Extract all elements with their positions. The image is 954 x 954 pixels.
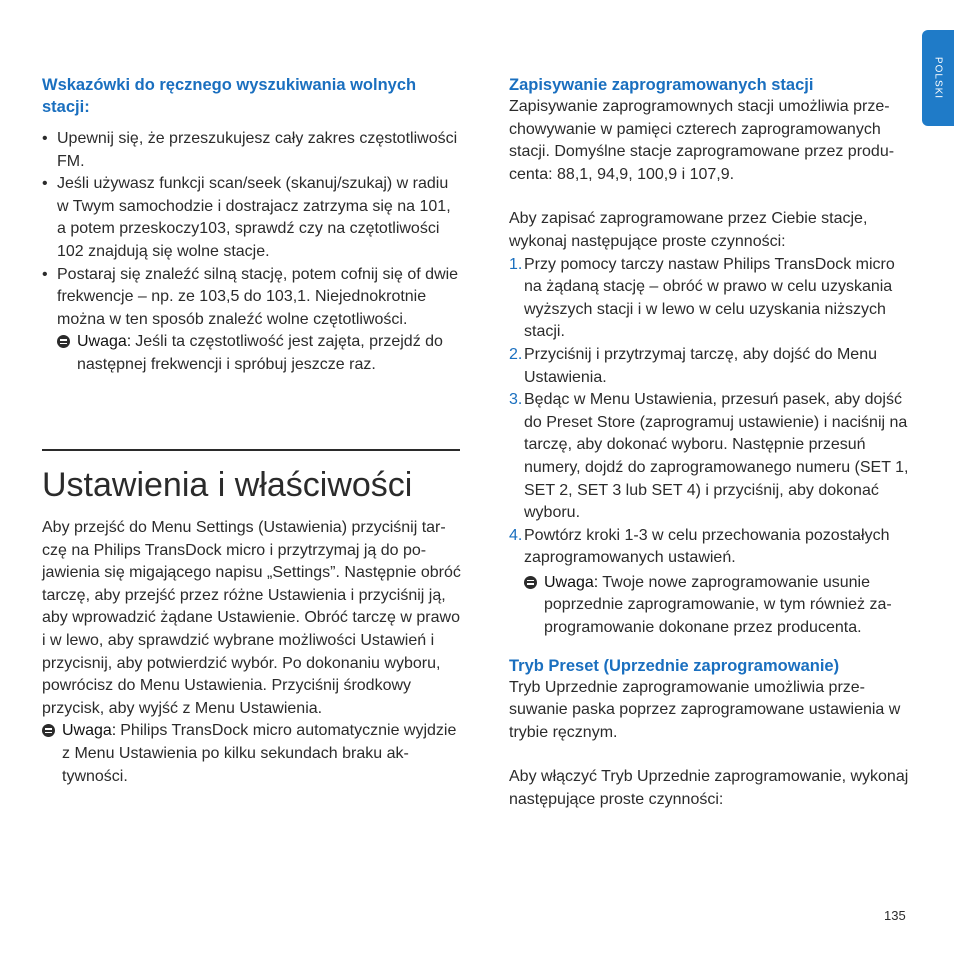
tips-list xyxy=(42,128,462,331)
note-label: Uwaga: xyxy=(62,722,117,740)
save-intro: Aby zapisać zaprogramowane przez Ciebie stacje, wykonaj następujące proste czynności: xyxy=(509,210,868,250)
list-item xyxy=(509,525,914,570)
settings-note xyxy=(42,720,462,788)
step-number: 2. xyxy=(509,345,523,363)
save-heading: Zapisywanie zaprogramowanych stacji xyxy=(509,76,814,94)
save-paragraph: Zapisywanie zaprogramownych stacji umożliwia przechowywanie w pamięci czterech zaprogramowanych stacji. Domyślne stacje zaprogramowane przez producenta: 88,1, 94,9, 100,9 i 107,9. xyxy=(509,98,895,183)
preset-heading: Tryb Preset (Uprzednie zaprogramowanie) xyxy=(509,656,840,675)
steps-list xyxy=(509,254,914,570)
language-tab xyxy=(922,30,954,126)
step-text: Przyciśnij i przytrzymaj tarczę, aby dojść do Menu Ustawienia. xyxy=(524,345,877,386)
preset-intro: Aby włączyć Tryb Uprzednie zaprogramowanie, wykonaj następujące proste czynności: xyxy=(509,768,909,809)
step-text: Będąc w Menu Ustawienia, przesuń pasek, aby dojść do Preset Store (zaprogramuj ustawienie) i naciśnij na tarczę, aby dokonać wyboru. Następnie przesuń numery, dojdź do zaprogramowanego numeru (SET 1, SET 2, SET 3 lub SET 4) i przyciśnij, aby dokonać wyboru. xyxy=(524,391,909,522)
settings-paragraph: Aby przejść do Menu Settings (Ustawienia) przyciśnij tarczę na Philips TransDock micro i przytrzymaj ją do pojawienia się migającego napisu „Settings”. Następnie obróć tarczę, aby przejść przez różne Ustawienia i przyciśnij ją, aby wprowadzić żądane Ustawienie. Obróć tarczę w prawo i w lewo, aby sprawdzić wybrane możliwości Ustawień i przycisnij, aby potwierdzić wybór. Po dokonaniu wyboru, powrócisz do Menu Ustawienia. Przyciśnij środkowy przycisk, aby wyjść z Menu Ustawienia. xyxy=(42,519,461,717)
note-icon xyxy=(524,576,537,589)
step-number: 1. xyxy=(509,255,523,273)
note-text: Jeśli ta częstotliwość jest zajęta, przejdź do następnej frekwencji i spróbuj jeszcze raz. xyxy=(77,333,443,373)
section-divider xyxy=(42,449,460,451)
note-label: Uwaga: xyxy=(77,333,132,351)
note-icon xyxy=(57,335,70,348)
language-tab-label: POLSKI xyxy=(932,56,944,100)
step-number: 4. xyxy=(509,526,523,544)
left-column xyxy=(42,74,462,377)
tips-note xyxy=(42,331,462,376)
step-text: Powtórz kroki 1-3 w celu przechowania pozostałych zaprogramowanych ustawień. xyxy=(524,526,890,567)
list-item xyxy=(509,254,914,344)
page-number: 135 xyxy=(884,908,906,923)
right-column xyxy=(509,74,914,812)
settings-section xyxy=(42,517,462,788)
list-item: • Postaraj się znaleźć silną stację, potem cofnij się of dwie frekwencje – np. ze 103,5 do 103,1. Niejednokrotnie można w ten sposób znaleźć wolne czętotliwości. xyxy=(42,264,462,332)
section-title: Ustawienia i właściwości xyxy=(42,466,413,504)
note-label: Uwaga: xyxy=(544,573,599,591)
preset-paragraph: Tryb Uprzednie zaprogramowanie umożliwia przesuwanie paska poprzez zaprogramowane ustawienia w trybie ręcznym. xyxy=(509,678,901,741)
step-number: 3. xyxy=(509,391,523,409)
list-item xyxy=(509,389,914,525)
tips-heading: Wskazówki do ręcznego wyszukiwania wolnych stacji: xyxy=(42,76,417,116)
steps-note xyxy=(509,572,914,640)
note-icon xyxy=(42,724,55,737)
note-text: Philips TransDock micro automatycznie wyjdzie z Menu Ustawienia po kilku sekundach braku aktywności. xyxy=(62,722,457,785)
list-item: • Jeśli używasz funkcji scan/seek (skanuj/szukaj) w radiu w Twym samochodzie i dostrajacz zatrzyma się na 101, a potem przeskoczy103, sprawdź czy na czętotliwości 102 znajdują się wolne stacje. xyxy=(42,173,462,263)
step-text: Przy pomocy tarczy nastaw Philips TransDock micro na żądaną stację – obróć w prawo w celu uzyskania wyższych stacji i w lewo w celu uzyskania niższych stacji. xyxy=(524,255,895,341)
list-item xyxy=(509,344,914,389)
note-text: Twoje nowe zaprogramowanie usunie poprzednie zaprogramowanie, w tym również zaprogramowanie dokonane przez producenta. xyxy=(544,573,892,637)
list-item: • Upewnij się, że przeszukujesz cały zakres częstotliwości FM. xyxy=(42,128,462,173)
